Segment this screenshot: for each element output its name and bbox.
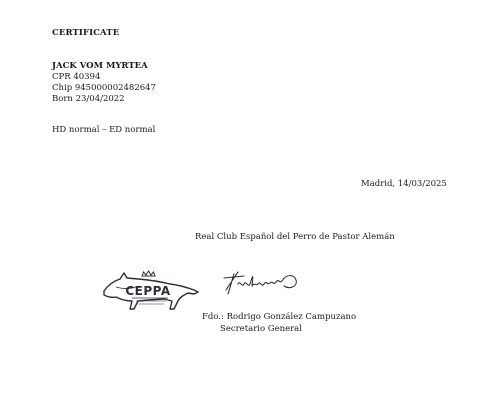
signer-role: Secretario General xyxy=(220,324,302,334)
club-name: Real Club Español del Perro de Pastor Alemán xyxy=(195,232,395,242)
chip-number: Chip 945000002482647 xyxy=(52,83,156,93)
birth-date: Born 23/04/2022 xyxy=(52,94,125,104)
handwritten-signature xyxy=(220,266,305,298)
certificate-heading: CERTIFICATE xyxy=(52,28,120,38)
registration-number: CPR 40394 xyxy=(52,72,101,82)
logo-lettering: CEPPA xyxy=(125,284,171,298)
club-logo-stamp xyxy=(98,265,203,315)
place-and-date: Madrid, 14/03/2025 xyxy=(361,179,447,189)
hd-ed-results: HD normal – ED normal xyxy=(52,125,156,135)
signer-name: Fdo.: Rodrigo González Campuzano xyxy=(202,312,357,322)
dog-name: JACK VOM MYRTEA xyxy=(52,61,148,71)
